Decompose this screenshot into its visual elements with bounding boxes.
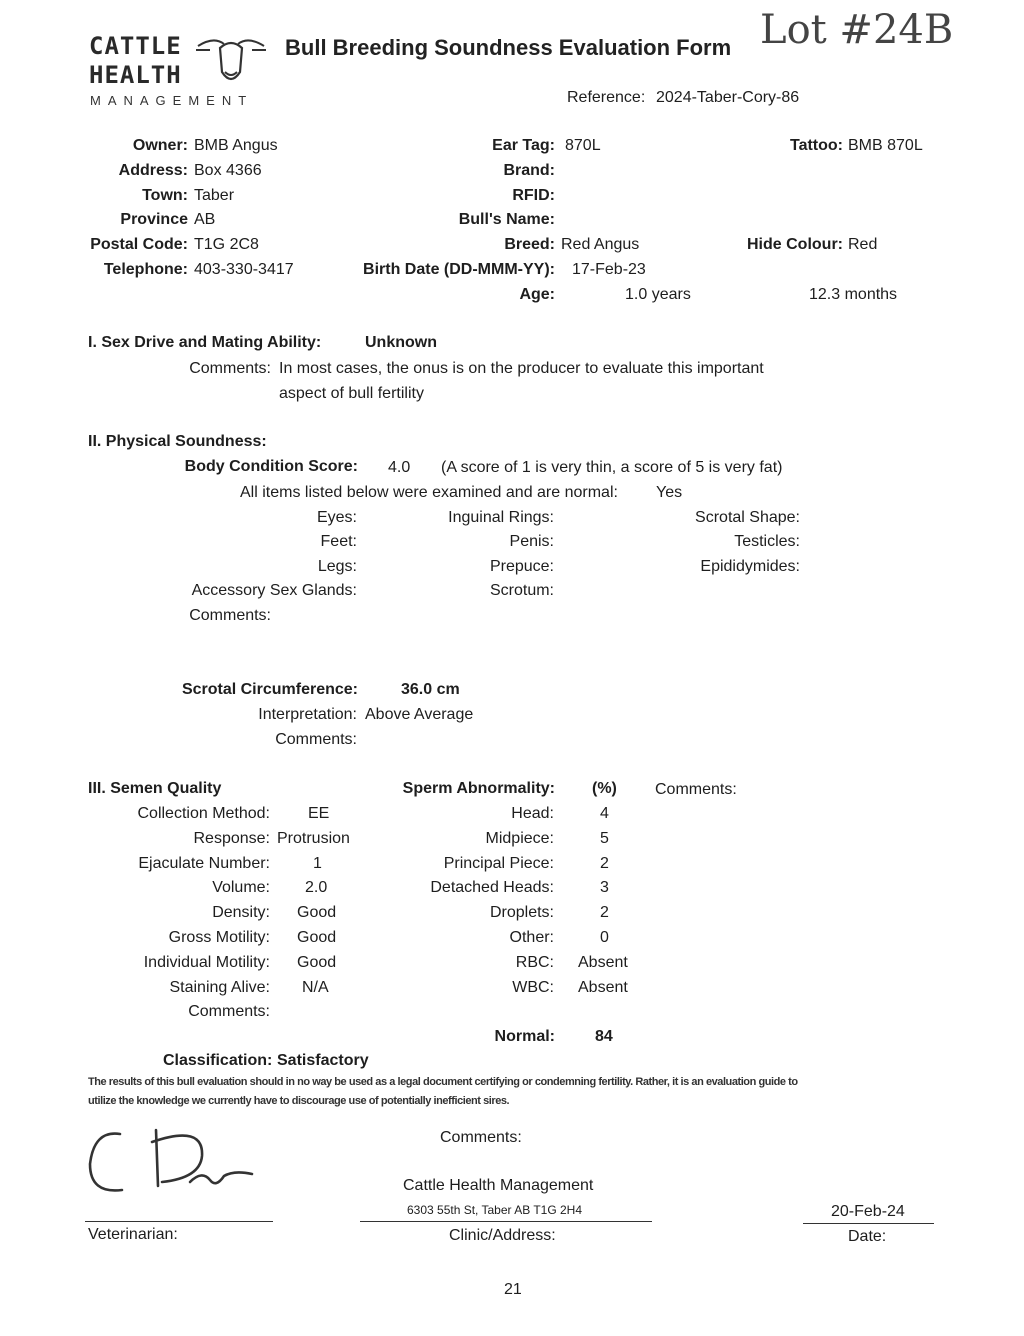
other-label: Other: [509,929,554,946]
droplets-value: 2 [600,904,609,921]
epididymides-label: Epididymides: [700,558,800,575]
town-value: Taber [194,187,235,204]
section-1-comments-line-1: In most cases, the onus is on the producer to evaluate this important [279,360,764,377]
interpretation-value: Above Average [365,706,474,723]
ejaculate-number-value: 1 [313,855,322,872]
detached-heads-label: Detached Heads: [430,879,554,896]
logo-text-management: MANAGEMENT [90,93,254,108]
breed-value: Red Angus [561,236,640,253]
staining-alive-label: Staining Alive: [169,979,270,996]
postal-code-label: Postal Code: [90,236,188,253]
bull-name-label: Bull's Name: [458,211,555,228]
handwritten-lot-note: Lot #24B [760,7,954,53]
province-label: Province [120,211,188,228]
section-1-comments-label: Comments: [189,360,271,377]
tattoo-value: BMB 870L [848,137,923,154]
body-condition-value: 4.0 [388,459,411,476]
section-2-heading: II. Physical Soundness: [88,433,267,450]
brand-label: Brand: [503,162,555,179]
owner-label: Owner: [132,137,188,154]
section-1-heading: I. Sex Drive and Mating Ability: [88,334,322,351]
footer-comments-label: Comments: [440,1129,522,1146]
telephone-value: 403-330-3417 [194,261,294,278]
head-label: Head: [511,805,554,822]
ejaculate-number-label: Ejaculate Number: [138,855,270,872]
scrotal-circumference-value: 36.0 cm [401,681,460,698]
gross-motility-value: Good [297,929,337,946]
cow-head-icon [194,28,268,90]
droplets-label: Droplets: [489,904,554,921]
principal-piece-value: 2 [600,855,609,872]
density-label: Density: [212,904,270,921]
body-condition-note: (A score of 1 is very thin, a score of 5 is very fat) [441,459,783,476]
inguinal-rings-label: Inguinal Rings: [448,509,554,526]
abnormality-comments-label: Comments: [655,781,737,798]
penis-label: Penis: [509,533,554,550]
form-title: Bull Breeding Soundness Evaluation Form [285,35,732,60]
response-label: Response: [193,830,270,847]
date-line [803,1223,934,1224]
collection-method-value: EE [308,805,330,822]
normal-label: Normal: [494,1028,555,1045]
logo-text-health: HEALTH [89,61,182,89]
tattoo-label: Tattoo: [789,137,843,154]
birth-date-label: Birth Date (DD-MMM-YY): [363,261,555,278]
address-label: Address: [118,162,188,179]
collection-method-label: Collection Method: [137,805,270,822]
volume-label: Volume: [212,879,270,896]
page-number: 21 [504,1281,522,1298]
owner-value: BMB Angus [194,137,278,154]
date-label: Date: [848,1228,887,1245]
date-value: 20-Feb-24 [831,1203,905,1220]
section-2-comments-label: Comments: [189,607,271,624]
rfid-label: RFID: [512,187,555,204]
clinic-address: 6303 55th St, Taber AB T1G 2H4 [407,1203,583,1217]
telephone-label: Telephone: [103,261,188,278]
postal-code-value: T1G 2C8 [194,236,259,253]
age-label: Age: [519,286,555,303]
prepuce-label: Prepuce: [489,558,554,575]
clinic-name: Cattle Health Management [403,1177,594,1194]
ear-tag-value: 870L [565,137,601,154]
province-value: AB [194,211,216,228]
accessory-sex-glands-label: Accessory Sex Glands: [191,582,357,599]
rbc-value: Absent [578,954,628,971]
clinic-address-label: Clinic/Address: [449,1227,556,1244]
wbc-label: WBC: [512,979,554,996]
birth-date-value: 17-Feb-23 [572,261,646,278]
town-label: Town: [142,187,188,204]
classification-label: Classification: [163,1052,273,1069]
rbc-label: RBC: [515,954,554,971]
hide-colour-value: Red [848,236,878,253]
age-years-value: 1.0 years [625,286,691,303]
interpretation-label: Interpretation: [258,706,357,723]
disclaimer-line-2: utilize the knowledge we currently have to discourage use of potentially inefficient sires. [88,1095,510,1107]
staining-alive-value: N/A [302,979,329,996]
hide-colour-label: Hide Colour: [747,236,843,253]
reference-label: Reference: [567,89,646,106]
section-3-heading: III. Semen Quality [88,780,222,797]
legs-label: Legs: [317,558,357,575]
ear-tag-label: Ear Tag: [492,137,555,154]
individual-motility-label: Individual Motility: [143,954,270,971]
normal-value: 84 [595,1028,613,1045]
scrotum-label: Scrotum: [489,582,554,599]
breed-label: Breed: [504,236,555,253]
reference-value: 2024-Taber-Cory-86 [656,89,800,106]
wbc-value: Absent [578,979,628,996]
sex-drive-value: Unknown [365,334,437,351]
individual-motility-value: Good [297,954,337,971]
body-condition-label: Body Condition Score: [184,458,358,475]
response-value: Protrusion [277,830,350,847]
detached-heads-value: 3 [600,879,609,896]
examined-text: All items listed below were examined and are normal: [240,484,618,501]
veterinarian-signature [84,1120,260,1204]
scrotal-circumference-label: Scrotal Circumference: [181,681,358,698]
address-value: Box 4366 [194,162,262,179]
feet-label: Feet: [320,533,357,550]
examined-value: Yes [656,484,683,501]
age-months-value: 12.3 months [809,286,898,303]
percent-heading: (%) [592,780,617,797]
other-value: 0 [600,929,609,946]
semen-comments-label: Comments: [188,1003,270,1020]
principal-piece-label: Principal Piece: [443,855,554,872]
veterinarian-signature-line [85,1221,273,1222]
midpiece-label: Midpiece: [485,830,554,847]
density-value: Good [297,904,337,921]
disclaimer-line-1: The results of this bull evaluation should in no way be used as a legal document certifying or condemning fertility. Rather, it is an evaluation guide to [88,1076,798,1088]
section-1-comments-line-2: aspect of bull fertility [279,385,424,402]
scrotal-shape-label: Scrotal Shape: [695,509,800,526]
clinic-address-line [360,1221,652,1222]
logo-text-cattle: CATTLE [89,32,182,60]
veterinarian-label: Veterinarian: [88,1226,178,1243]
testicles-label: Testicles: [734,533,800,550]
scrotal-comments-label: Comments: [275,731,357,748]
volume-value: 2.0 [305,879,328,896]
classification-value: Satisfactory [277,1052,369,1069]
eyes-label: Eyes: [316,509,357,526]
gross-motility-label: Gross Motility: [168,929,270,946]
sperm-abnormality-heading: Sperm Abnormality: [402,780,555,797]
midpiece-value: 5 [600,830,609,847]
head-value: 4 [600,805,609,822]
